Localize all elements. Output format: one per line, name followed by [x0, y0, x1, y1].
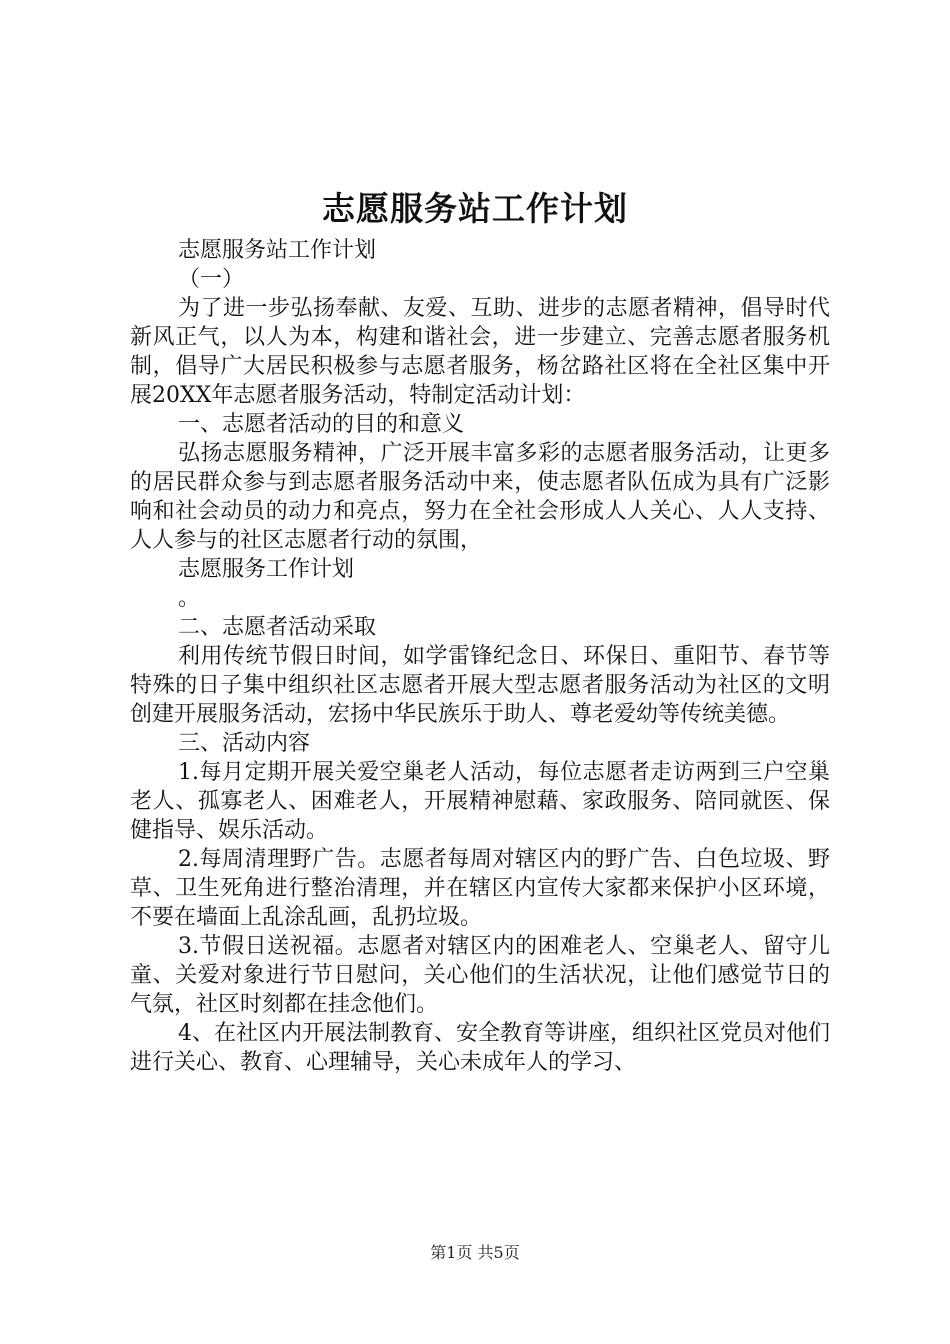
document-title: 志愿服务站工作计划	[322, 189, 628, 228]
paragraph: 为了进一步弘扬奉献、友爱、互助、进步的志愿者精神，倡导时代新风正气，以人为本，构建和谐社会，进一步建立、完善志愿者服务机制，倡导广大居民积极参与志愿者服务，杨岔路社区将在全社区集中开展20XX年志愿者服务活动，特制定活动计划：	[130, 296, 830, 408]
paragraph: （一）	[178, 267, 245, 292]
list-item: 1.每月定期开展关爱空巢老人活动，每位志愿者走访两到三户空巢老人、孤寡老人、困难老人，开展精神慰藉、家政服务、陪同就医、保健指导、娱乐活动。	[130, 760, 830, 843]
section-heading: 一、志愿者活动的目的和意义	[178, 412, 465, 437]
section-heading: 三、活动内容	[178, 731, 311, 756]
paragraph: 志愿服务工作计划	[178, 557, 355, 582]
list-item: 3.节假日送祝福。志愿者对辖区内的困难老人、空巢老人、留守儿童、关爱对象进行节日慰问，关心他们的生活状况，让他们感觉节日的气氛，社区时刻都在挂念他们。	[130, 934, 830, 1017]
paragraph: 志愿服务站工作计划	[178, 238, 377, 263]
paragraph: 利用传统节假日时间，如学雷锋纪念日、环保日、重阳节、春节等特殊的日子集中组织社区志愿者开展大型志愿者服务活动为社区的文明创建开展服务活动，宏扬中华民族乐于助人、尊老爱幼等传统美德。	[130, 644, 830, 727]
list-item: 2.每周清理野广告。志愿者每周对辖区内的野广告、白色垃圾、野草、卫生死角进行整治清理，并在辖区内宣传大家都来保护小区环境，不要在墙面上乱涂乱画，乱扔垃圾。	[130, 847, 830, 930]
document-body	[130, 236, 830, 1077]
page-footer: 第1页 共5页	[430, 1243, 520, 1262]
paragraph: 弘扬志愿服务精神，广泛开展丰富多彩的志愿者服务活动，让更多的居民群众参与到志愿者服务活动中来，使志愿者队伍成为具有广泛影响和社会动员的动力和亮点，努力在全社会形成人人关心、人人支持、人人参与的社区志愿者行动的氛围，	[130, 441, 830, 553]
section-heading: 二、志愿者活动采取	[178, 615, 377, 640]
paragraph: 。	[178, 586, 201, 611]
list-item: 4、在社区内开展法制教育、安全教育等讲座，组织社区党员对他们进行关心、教育、心理辅导，关心未成年人的学习、	[130, 1021, 830, 1075]
